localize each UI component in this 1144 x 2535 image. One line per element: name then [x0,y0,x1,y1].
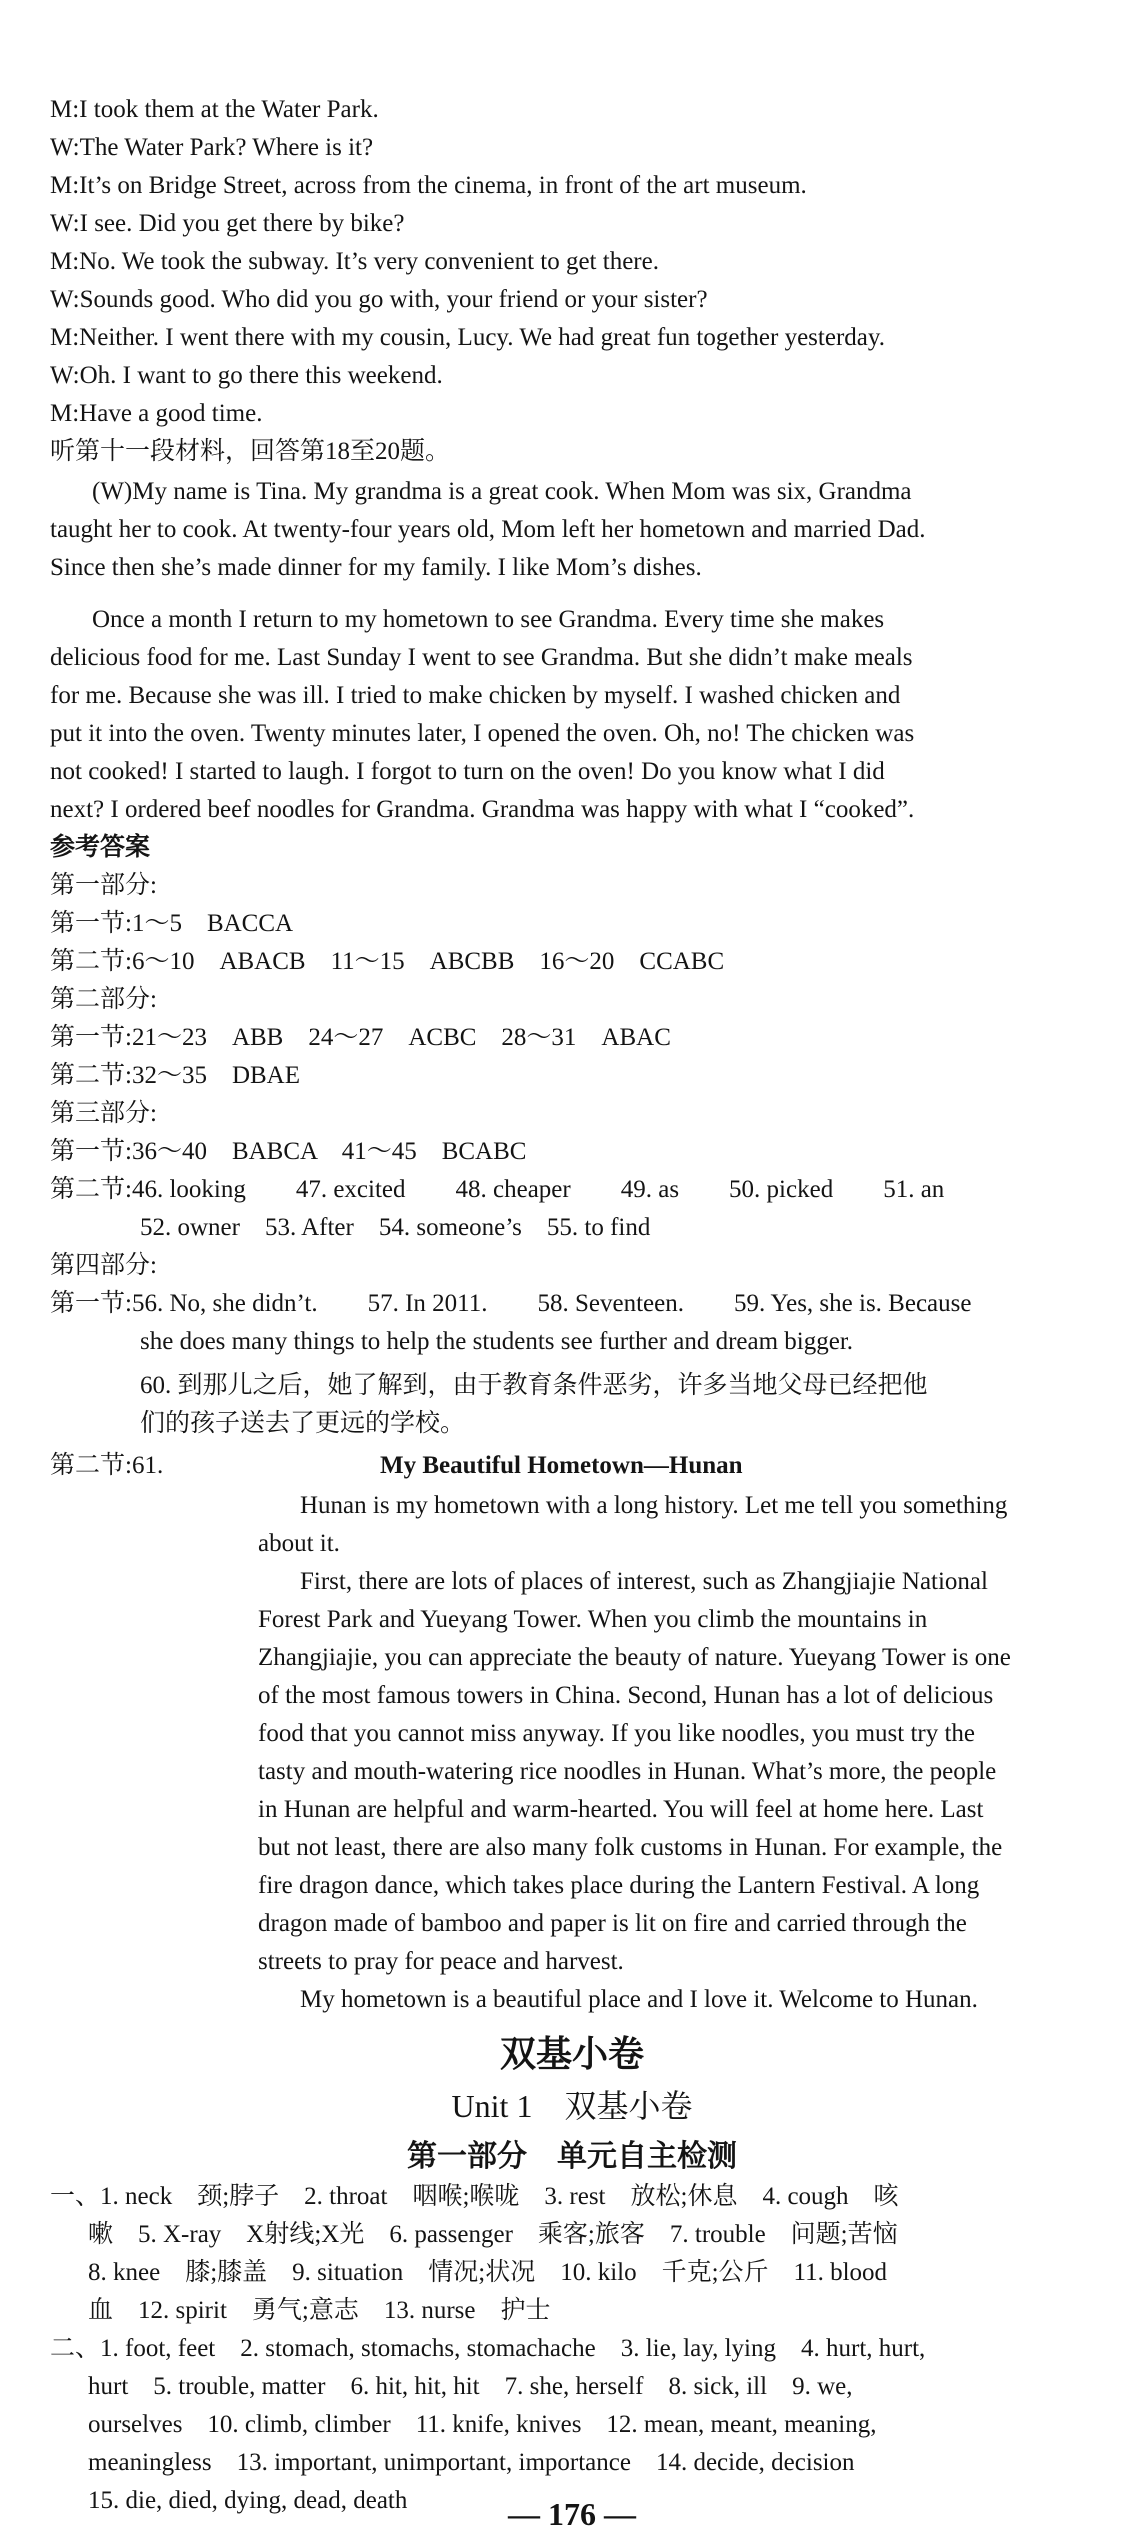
part-title: 第一部分 单元自主检测 [407,2140,737,2173]
essay-line: about it. [258,1530,340,1557]
answer-line: 第二部分: [50,986,157,1013]
dialogue-line: M:It’s on Bridge Street, across from the cinema, in front of the art museum. [50,172,807,199]
essay-line: fire dragon dance, which takes place during the Lantern Festival. A long [258,1872,980,1899]
dialogue-line: W:Oh. I want to go there this weekend. [50,362,443,389]
essay-line: dragon made of bamboo and paper is lit on fire and carried through the [258,1910,967,1937]
answer-line: 第一节:1～5 BACCA [50,910,294,937]
dialogue-line: W:I see. Did you get there by bike? [50,210,405,237]
answer-line: 们的孩子送去了更远的学校。 [140,1410,466,1437]
answer-line: 第三部分: [50,1100,157,1127]
essay-label: 第二节:61. [50,1452,164,1479]
vocab-line: 一、1. neck 颈;脖子 2. throat 咽喉;喉咙 3. rest 放松;休息 4. cough 咳 [50,2183,899,2210]
unit-title: Unit 1 双基小卷 [451,2088,693,2124]
essay-line: in Hunan are helpful and warm-hearted. You will feel at home here. Last [258,1796,984,1823]
passage-line: not cooked! I started to laugh. I forgot to turn on the oven! Do you know what I did [50,758,885,785]
vocab-line: hurt 5. trouble, matter 6. hit, hit, hit 7. she, herself 8. sick, ill 9. we, [88,2373,853,2400]
vocab-line: meaningless 13. important, unimportant, importance 14. decide, decision [88,2449,855,2476]
essay-line: food that you cannot miss anyway. If you like noodles, you must try the [258,1720,976,1747]
vocab-line: ourselves 10. climb, climber 11. knife, knives 12. mean, meant, meaning, [88,2411,877,2438]
dialogue-line: M:Neither. I went there with my cousin, Lucy. We had great fun together yesterday. [50,324,885,351]
passage-line: next? I ordered beef noodles for Grandma. Grandma was happy with what I “cooked”. [50,796,915,823]
essay-title: My Beautiful Hometown—Hunan [380,1452,743,1479]
essay-line: Zhangjiajie, you can appreciate the beauty of nature. Yueyang Tower is one [258,1644,1011,1671]
answer-line: 第二节:6～10 ABACB 11～15 ABCBB 16～20 CCABC [50,948,725,975]
dialogue-line: M:No. We took the subway. It’s very convenient to get there. [50,248,659,275]
essay-line: of the most famous towers in China. Second, Hunan has a lot of delicious [258,1682,994,1709]
dialogue-line: W:The Water Park? Where is it? [50,134,374,161]
answer-line: 第一节:21～23 ABB 24～27 ACBC 28～31 ABAC [50,1024,671,1051]
answer-line: 第一部分: [50,872,157,899]
section-title: 双基小卷 [499,2034,644,2074]
vocab-line: 二、1. foot, feet 2. stomach, stomachs, stomachache 3. lie, lay, lying 4. hurt, hurt, [50,2335,926,2362]
passage-line: delicious food for me. Last Sunday I went to see Grandma. But she didn’t make meals [50,644,913,671]
passage-line: for me. Because she was ill. I tried to make chicken by myself. I washed chicken and [50,682,901,709]
dialogue-line: M:Have a good time. [50,400,263,427]
dialogue-line: M:I took them at the Water Park. [50,96,379,123]
answer-line: 第一节:56. No, she didn’t. 57. In 2011. 58. Seventeen. 59. Yes, she is. Because [50,1290,972,1317]
essay-line: but not least, there are also many folk customs in Hunan. For example, the [258,1834,1003,1861]
vocab-line: 血 12. spirit 勇气;意志 13. nurse 护士 [88,2297,551,2324]
essay-line: First, there are lots of places of interest, such as Zhangjiajie National [300,1568,988,1595]
answer-line: 60. 到那儿之后，她了解到，由于教育条件恶劣，许多当地父母已经把他 [140,1372,928,1399]
essay-line: tasty and mouth-watering rice noodles in Hunan. What’s more, the people [258,1758,997,1785]
vocab-line: 15. die, died, dying, dead, death [88,2487,408,2514]
answer-line: 第一节:36～40 BABCA 41～45 BCABC [50,1138,527,1165]
page-number: — 176 — [508,2496,636,2532]
listening-instruction: 听第十一段材料，回答第18至20题。 [50,438,451,465]
answer-line: 第二节:32～35 DBAE [50,1062,301,1089]
essay-line: streets to pray for peace and harvest. [258,1948,624,1975]
answer-line: she does many things to help the students see further and dream bigger. [140,1328,854,1355]
vocab-line: 8. knee 膝;膝盖 9. situation 情况;状况 10. kilo 千克;公斤 11. blood [88,2259,888,2286]
essay-line: My hometown is a beautiful place and I love it. Welcome to Hunan. [300,1986,978,2013]
vocab-line: 嗽 5. X-ray X射线;X光 6. passenger 乘客;旅客 7. trouble 问题;苦恼 [88,2221,898,2248]
passage-line: Since then she’s made dinner for my family. I like Mom’s dishes. [50,554,702,581]
passage-line: Once a month I return to my hometown to see Grandma. Every time she makes [92,606,885,633]
answer-line: 第二节:46. looking 47. excited 48. cheaper 49. as 50. picked 51. an [50,1176,945,1203]
passage-line: (W)My name is Tina. My grandma is a great cook. When Mom was six, Grandma [92,478,912,505]
passage-line: taught her to cook. At twenty-four years old, Mom left her hometown and married Dad. [50,516,926,543]
answer-line: 52. owner 53. After 54. someone’s 55. to find [140,1214,651,1241]
answers-heading: 参考答案 [50,834,151,861]
answer-line: 第四部分: [50,1252,157,1279]
passage-line: put it into the oven. Twenty minutes later, I opened the oven. Oh, no! The chicken was [50,720,915,747]
dialogue-line: W:Sounds good. Who did you go with, your friend or your sister? [50,286,708,313]
essay-line: Hunan is my hometown with a long history. Let me tell you something [300,1492,1008,1519]
essay-line: Forest Park and Yueyang Tower. When you climb the mountains in [258,1606,928,1633]
